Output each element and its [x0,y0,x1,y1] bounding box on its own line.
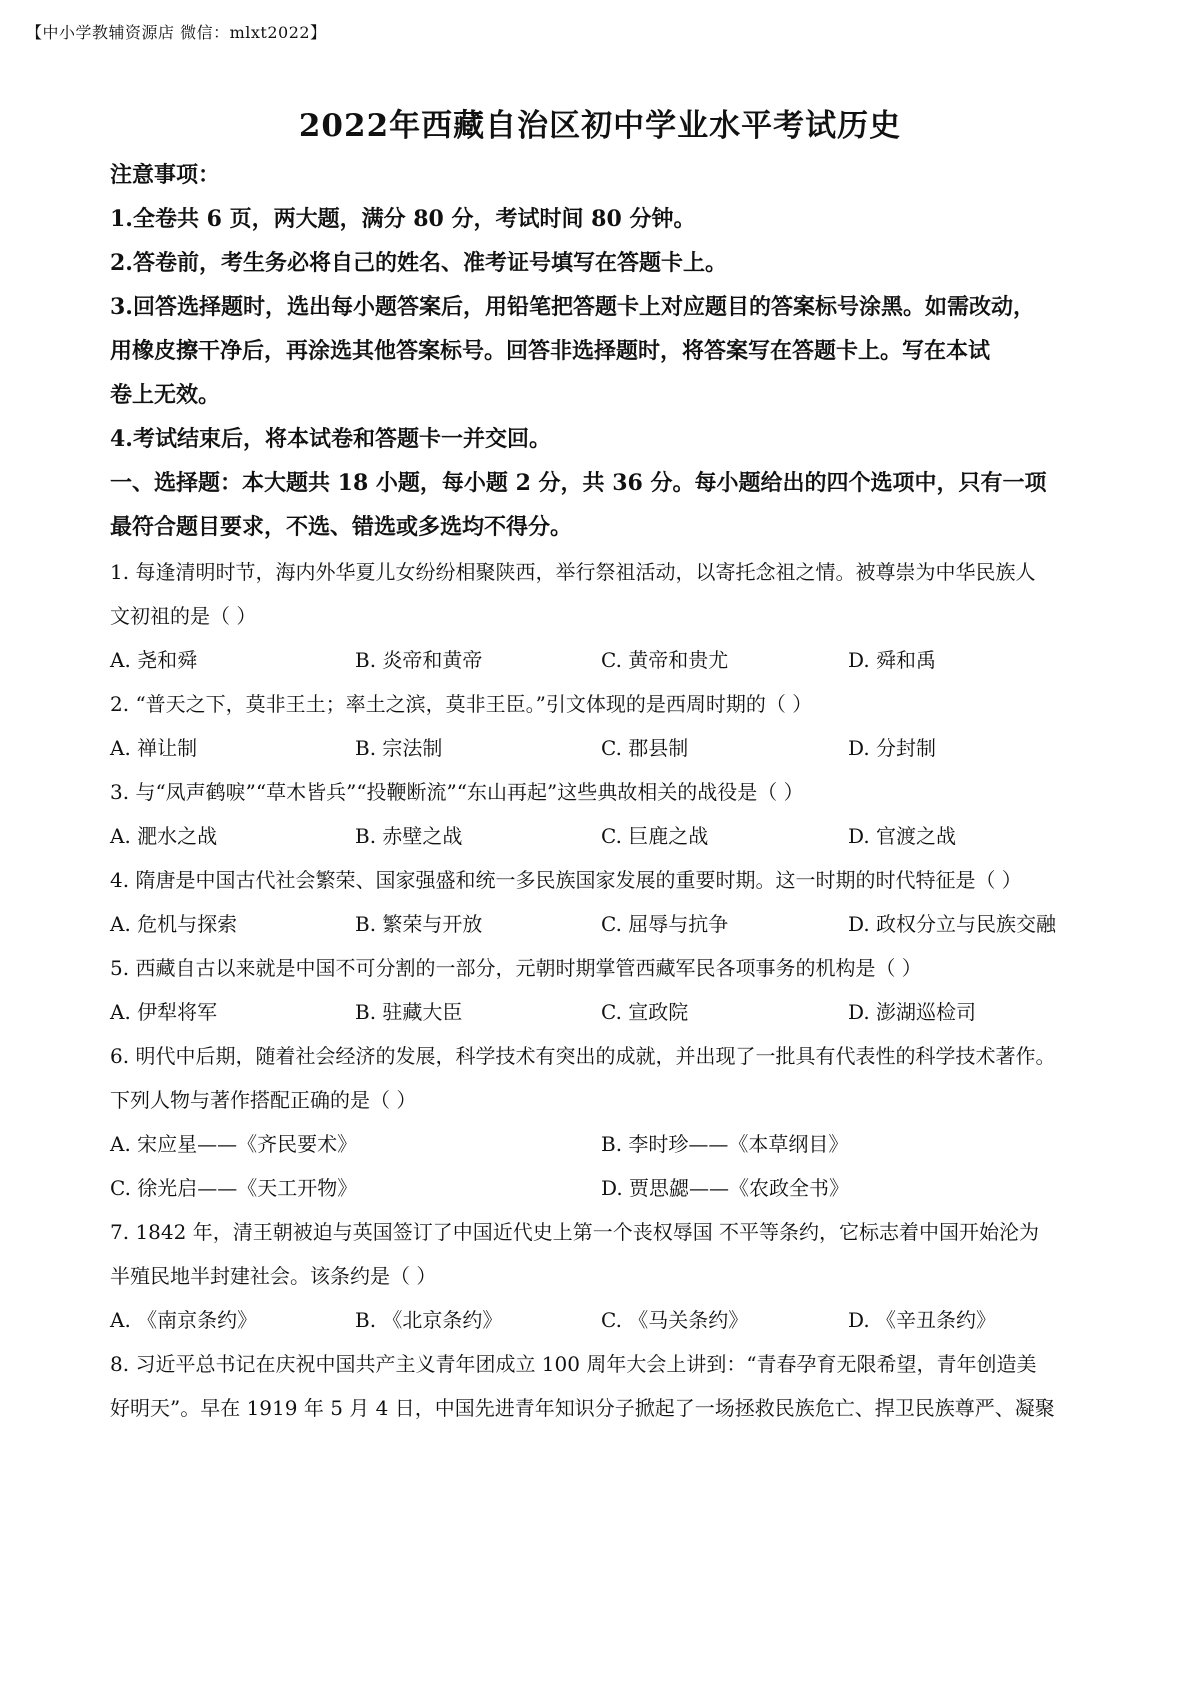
q4-option-a: A. 危机与探索 [110,912,238,936]
q6-option-d: D. 贾思勰——《农政全书》 [601,1176,850,1200]
question-6-line-1: 6. 明代中后期，随着社会经济的发展，科学技术有突出的成就，并出现了一批具有代表性的科学技术著作。 [110,1044,1056,1068]
q6-option-a: A. 宋应星——《齐民要术》 [110,1132,358,1156]
q5-option-c: C. 宣政院 [601,1000,689,1024]
q2-option-d: D. 分封制 [848,736,937,760]
note-2: 2.答卷前，考生务必将自己的姓名、准考证号填写在答题卡上。 [110,250,727,276]
note-4: 4.考试结束后，将本试卷和答题卡一并交回。 [110,426,551,452]
q2-option-a: A. 禅让制 [110,736,198,760]
question-8-line-2: 好明天”。早在 1919 年 5 月 4 日，中国先进青年知识分子掀起了一场拯救民族危亡、捍卫民族尊严、凝聚 [110,1396,1055,1420]
question-5: 5. 西藏自古以来就是中国不可分割的一部分，元朝时期掌管西藏军民各项事务的机构是（ ） [110,956,922,980]
question-4: 4. 隋唐是中国古代社会繁荣、国家强盛和统一多民族国家发展的重要时期。这一时期的时代特征是（ ） [110,868,1022,892]
q7-option-a: A. 《南京条约》 [110,1308,258,1332]
q2-option-b: B. 宗法制 [355,736,443,760]
q5-option-a: A. 伊犁将军 [110,1000,218,1024]
q7-option-b: B. 《北京条约》 [355,1308,503,1332]
q1-option-a: A. 尧和舜 [110,648,198,672]
question-8-line-1: 8. 习近平总书记在庆祝中国共产主义青年团成立 100 周年大会上讲到：“青春孕育无限希望，青年创造美 [110,1352,1037,1376]
q5-option-b: B. 驻藏大臣 [355,1000,463,1024]
question-1-line-1: 1. 每逢清明时节，海内外华夏儿女纷纷相聚陕西，举行祭祖活动，以寄托念祖之情。被尊崇为中华民族人 [110,560,1036,584]
question-3: 3. 与“凤声鹤唳”“草木皆兵”“投鞭断流”“东山再起”这些典故相关的战役是（ ） [110,780,804,804]
section-heading-line-2: 最符合题目要求，不选、错选或多选均不得分。 [110,514,573,540]
q1-option-b: B. 炎帝和黄帝 [355,648,483,672]
q3-option-c: C. 巨鹿之战 [601,824,709,848]
q4-option-c: C. 屈辱与抗争 [601,912,729,936]
question-6-line-2: 下列人物与著作搭配正确的是（ ） [110,1088,417,1112]
q5-option-d: D. 澎湖巡检司 [848,1000,977,1024]
question-2: 2. “普天之下，莫非王土；率土之滨，莫非王臣。”引文体现的是西周时期的（ ） [110,692,813,716]
note-3-line-3: 卷上无效。 [110,382,221,408]
q7-option-c: C. 《马关条约》 [601,1308,749,1332]
q1-option-d: D. 舜和禹 [848,648,937,672]
q3-option-a: A. 淝水之战 [110,824,218,848]
question-1-line-2: 文初祖的是（ ） [110,604,257,628]
q2-option-c: C. 郡县制 [601,736,689,760]
q7-option-d: D. 《辛丑条约》 [848,1308,997,1332]
notes-heading: 注意事项： [110,162,221,188]
note-1: 1.全卷共 6 页，两大题，满分 80 分，考试时间 80 分钟。 [110,206,696,232]
section-heading-line-1: 一、选择题：本大题共 18 小题，每小题 2 分，共 36 分。每小题给出的四个选项中，只有一项 [110,470,1047,496]
exam-title: 2022年西藏自治区初中学业水平考试历史 [298,108,902,144]
q6-option-b: B. 李时珍——《本草纲目》 [601,1132,849,1156]
q4-option-b: B. 繁荣与开放 [355,912,483,936]
q6-option-c: C. 徐光启——《天工开物》 [110,1176,358,1200]
note-3-line-1: 3.回答选择题时，选出每小题答案后，用铅笔把答题卡上对应题目的答案标号涂黑。如需改动， [110,294,1035,320]
q3-option-b: B. 赤壁之战 [355,824,463,848]
question-7-line-1: 7. 1842 年，清王朝被迫与英国签订了中国近代史上第一个丧权辱国 不平等条约，它标志着中国开始沦为 [110,1220,1040,1244]
q3-option-d: D. 官渡之战 [848,824,957,848]
q1-option-c: C. 黄帝和贵尤 [601,648,729,672]
header-note: 【中小学教辅资源店 微信：mlxt2022】 [26,23,327,42]
note-3-line-2: 用橡皮擦干净后，再涂选其他答案标号。回答非选择题时，将答案写在答题卡上。写在本试 [110,338,991,364]
q4-option-d: D. 政权分立与民族交融 [848,912,1057,936]
question-7-line-2: 半殖民地半封建社会。该条约是（ ） [110,1264,437,1288]
